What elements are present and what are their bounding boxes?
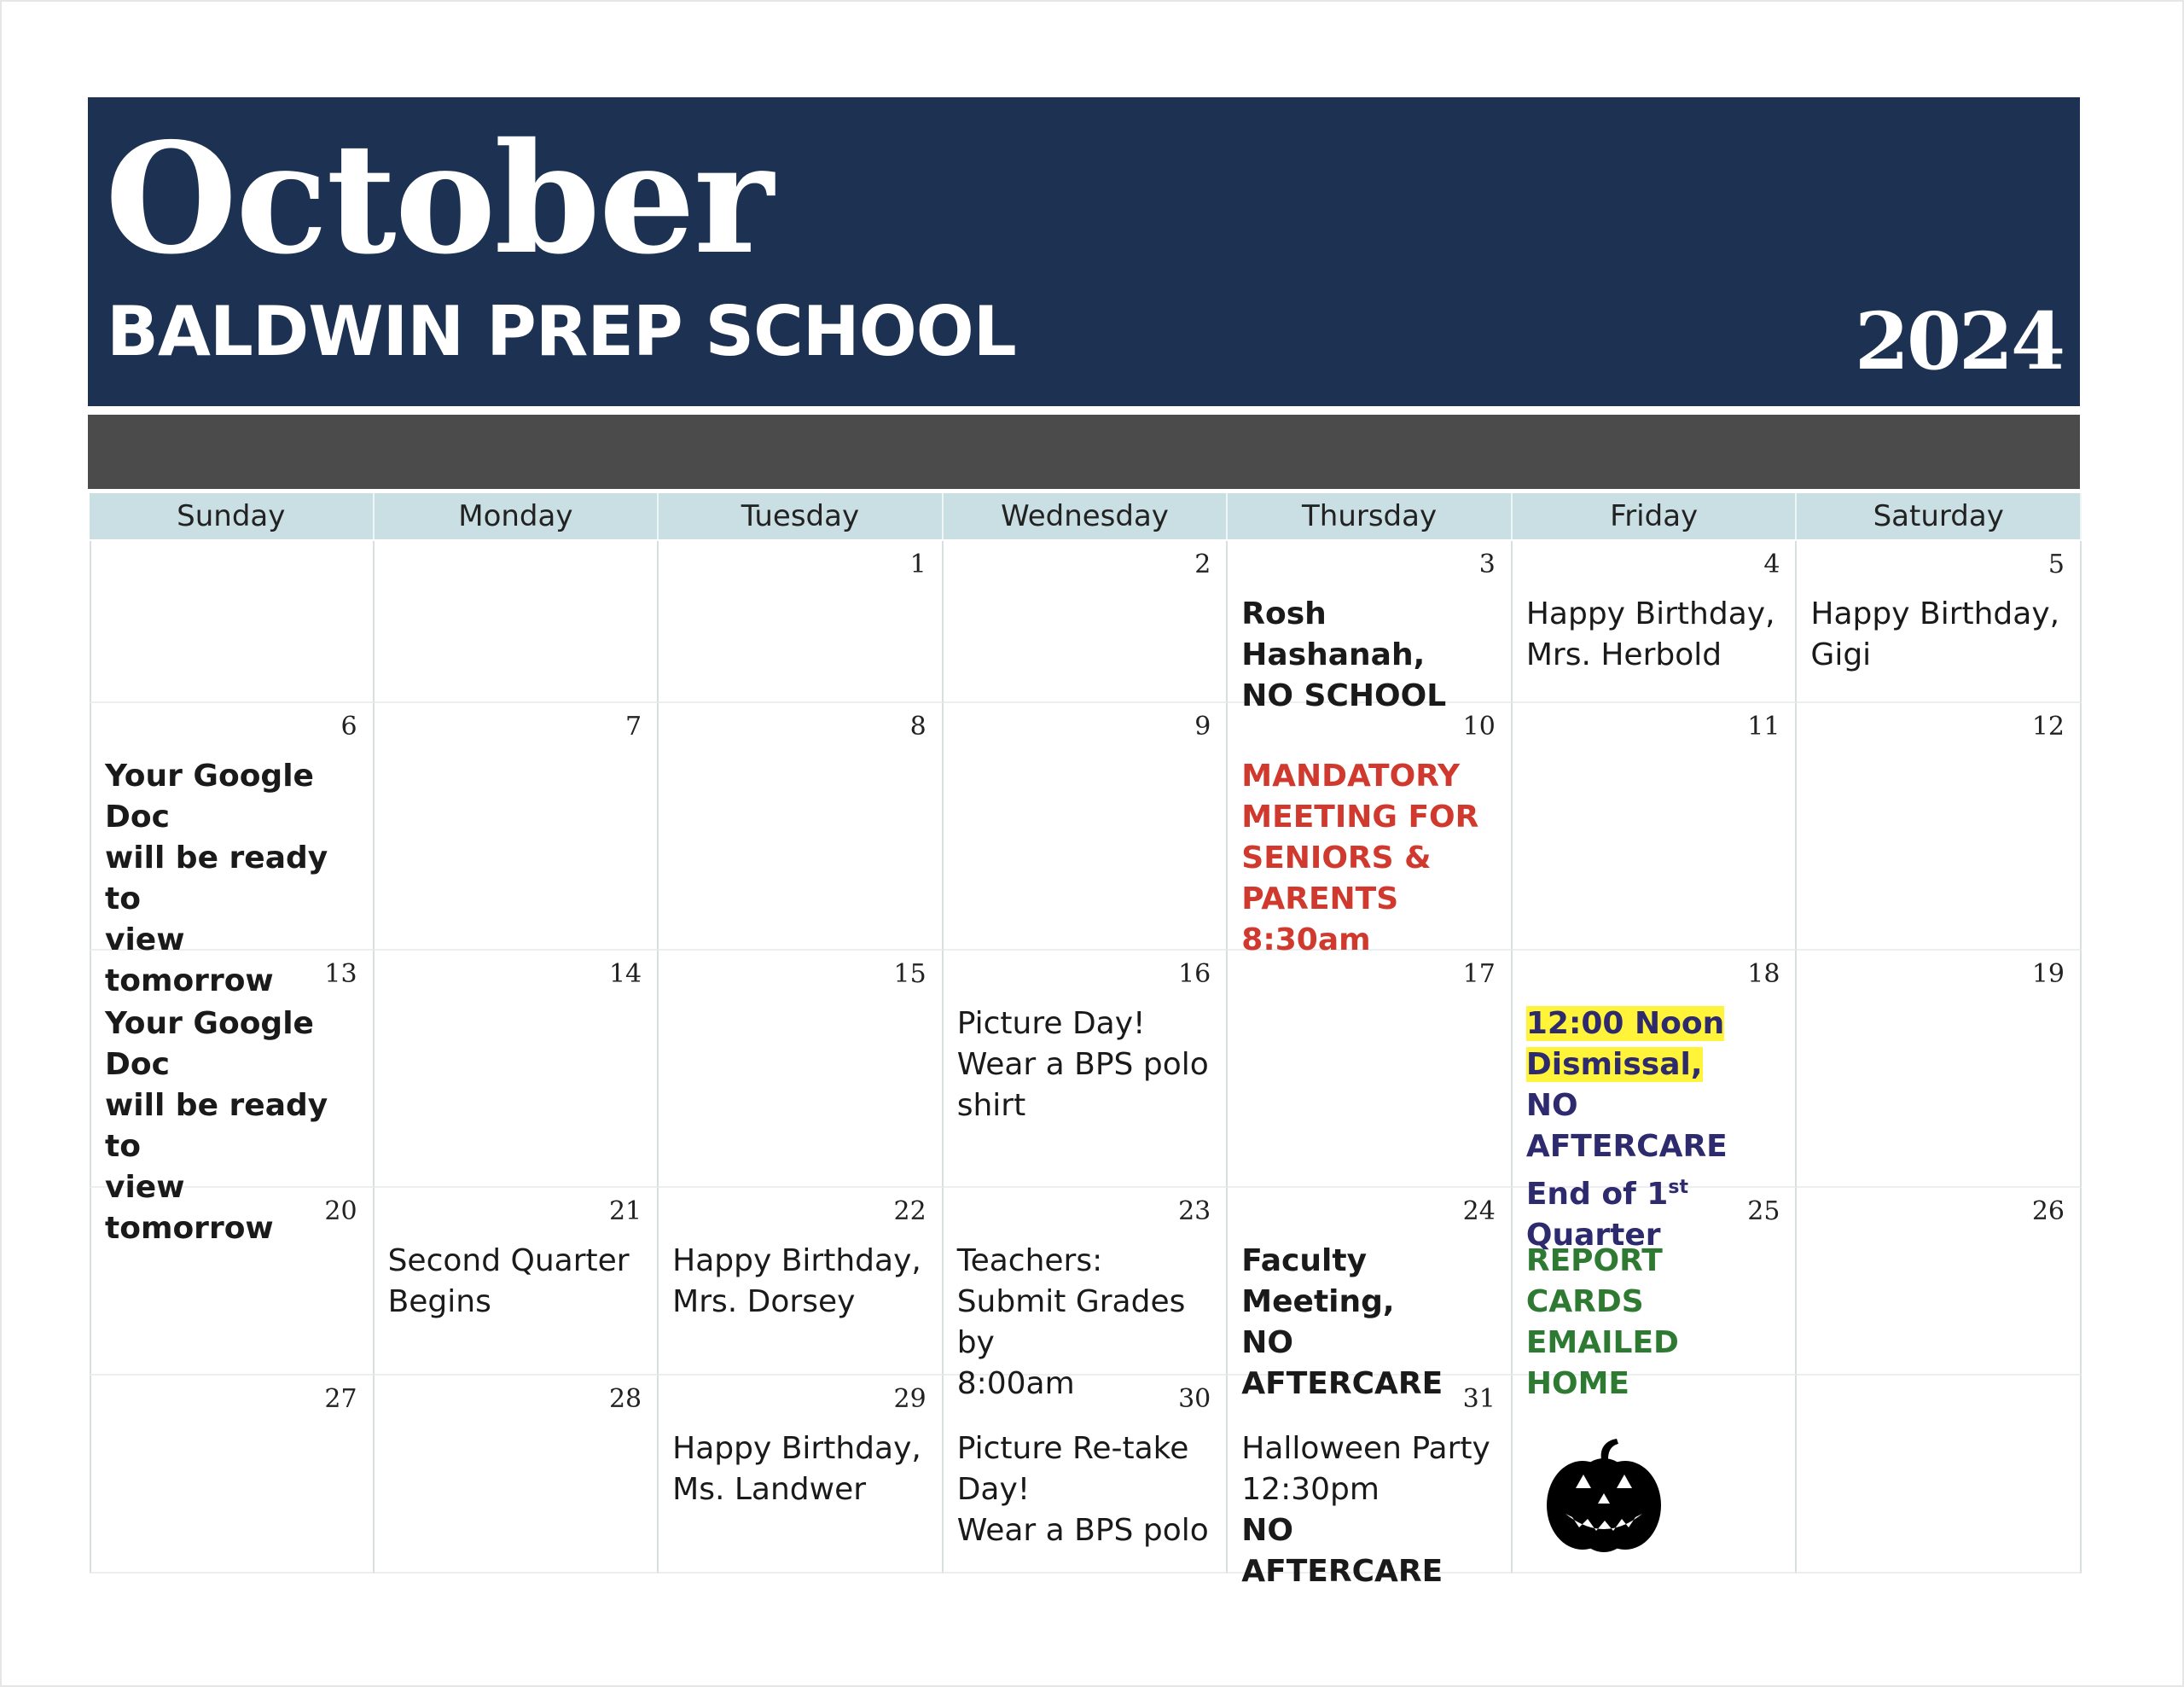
day-cell-31 xyxy=(1228,1376,1513,1589)
event-line: Gigi xyxy=(1810,637,1872,672)
day-cell-20 xyxy=(90,1188,375,1376)
day-number: 19 xyxy=(2031,959,2065,989)
weekday-saturday: Saturday xyxy=(1797,493,2082,539)
day-cell-21 xyxy=(375,1188,659,1376)
event-line: Your Google Doc xyxy=(105,759,314,835)
day-number: 29 xyxy=(893,1384,926,1414)
event-line: Second Quarter xyxy=(387,1243,630,1278)
event-text xyxy=(957,1003,1211,1126)
day-number: 17 xyxy=(1462,959,1496,989)
event-line: Halloween Party xyxy=(1241,1431,1490,1466)
event-line: Teachers: xyxy=(956,1243,1103,1278)
day-cell-3 xyxy=(1228,541,1513,713)
day-cell-25 xyxy=(1513,1188,1798,1401)
day-cell-14 xyxy=(375,951,659,1188)
day-cell-27 xyxy=(90,1376,375,1574)
day-cell-2 xyxy=(944,541,1228,703)
day-number: 28 xyxy=(608,1384,642,1414)
day-cell-8 xyxy=(659,703,944,951)
event-text xyxy=(672,1428,926,1510)
event-text xyxy=(1526,594,1780,676)
event-line: Dismissal, xyxy=(1525,1047,1703,1082)
event-line: will be ready to xyxy=(105,1088,328,1164)
event-line: Your Google Doc xyxy=(105,1006,314,1082)
event-line: Submit Grades by xyxy=(956,1284,1186,1360)
event-text xyxy=(1241,756,1496,961)
day-number: 16 xyxy=(1178,959,1211,989)
day-cell-empty xyxy=(1513,1376,1798,1574)
day-number: 8 xyxy=(909,712,926,742)
day-number: 6 xyxy=(340,712,357,742)
event-line: NO AFTERCARE xyxy=(1241,1513,1443,1589)
day-cell-28 xyxy=(375,1376,659,1574)
event-text xyxy=(957,1428,1211,1551)
day-cell-12 xyxy=(1797,703,2082,951)
day-number: 11 xyxy=(1747,712,1780,742)
event-line: Wear a BPS polo xyxy=(956,1513,1209,1548)
day-number: 25 xyxy=(1747,1196,1780,1226)
day-cell-10 xyxy=(1228,703,1513,957)
day-cell-9 xyxy=(944,703,1228,951)
weekday-monday: Monday xyxy=(375,493,659,539)
event-text xyxy=(1241,594,1496,717)
event-text-part: Quarter xyxy=(1525,1218,1661,1253)
event-line: EMAILED HOME xyxy=(1525,1325,1679,1401)
event-text xyxy=(1241,1428,1496,1592)
day-number: 9 xyxy=(1194,712,1211,742)
event-line: Rosh Hashanah, xyxy=(1241,596,1426,672)
event-text-part: End of 1 xyxy=(1525,1177,1669,1212)
event-line: view tomorrow xyxy=(105,922,274,998)
event-line: Wear a BPS polo xyxy=(956,1047,1209,1082)
event-line: SENIORS & xyxy=(1241,841,1432,875)
event-line: 12:30pm xyxy=(1241,1472,1380,1507)
event-line: Happy Birthday, xyxy=(672,1431,921,1466)
day-number: 22 xyxy=(893,1196,926,1226)
event-line: NO AFTERCARE xyxy=(1241,1325,1443,1401)
calendar-grid xyxy=(90,541,2082,1589)
day-number: 24 xyxy=(1462,1196,1496,1226)
event-line: Happy Birthday, xyxy=(1810,596,2060,631)
event-line: view tomorrow xyxy=(105,1170,274,1246)
weekday-friday: Friday xyxy=(1513,493,1798,539)
day-number: 14 xyxy=(608,959,642,989)
school-name: BALDWIN PREP SCHOOL xyxy=(107,292,1016,371)
day-number: 23 xyxy=(1178,1196,1211,1226)
event-line: Happy Birthday, xyxy=(672,1243,921,1278)
day-number: 20 xyxy=(324,1196,357,1226)
event-line: will be ready to xyxy=(105,841,328,916)
day-cell-17 xyxy=(1228,951,1513,1188)
event-line: 8:00am xyxy=(956,1366,1075,1401)
weekday-wednesday: Wednesday xyxy=(944,493,1228,539)
day-cell-1 xyxy=(659,541,944,703)
day-number: 2 xyxy=(1194,550,1211,579)
day-cell-29 xyxy=(659,1376,944,1574)
event-line: Mrs. Dorsey xyxy=(672,1284,856,1319)
day-cell-19 xyxy=(1797,951,2082,1188)
ordinal-suffix: st xyxy=(1668,1177,1688,1198)
day-number: 5 xyxy=(2048,550,2065,579)
event-line: shirt xyxy=(956,1088,1026,1123)
event-line: Ms. Landwer xyxy=(672,1472,867,1507)
header-divider-bar xyxy=(88,415,2080,489)
day-number: 10 xyxy=(1462,712,1496,742)
calendar-header xyxy=(88,97,2080,406)
event-line: 8:30am xyxy=(1241,922,1371,957)
day-number: 3 xyxy=(1478,550,1496,579)
event-line: REPORT CARDS xyxy=(1525,1243,1663,1319)
day-number: 31 xyxy=(1462,1384,1496,1414)
jack-o-lantern-icon xyxy=(1540,1435,1668,1555)
event-line: Mrs. Herbold xyxy=(1525,637,1722,672)
day-cell-empty xyxy=(375,541,659,703)
weekday-thursday: Thursday xyxy=(1228,493,1513,539)
day-number: 12 xyxy=(2031,712,2065,742)
day-cell-7 xyxy=(375,703,659,951)
event-text xyxy=(1810,594,2065,676)
day-number: 26 xyxy=(2031,1196,2065,1226)
weekday-tuesday: Tuesday xyxy=(659,493,944,539)
event-line: Happy Birthday, xyxy=(1525,596,1775,631)
event-text xyxy=(672,1241,926,1323)
day-number: 21 xyxy=(608,1196,642,1226)
event-line: Begins xyxy=(387,1284,491,1319)
day-number: 27 xyxy=(324,1384,357,1414)
day-number: 30 xyxy=(1178,1384,1211,1414)
day-number: 15 xyxy=(893,959,926,989)
day-number: 18 xyxy=(1747,959,1780,989)
day-cell-empty xyxy=(90,541,375,703)
event-line: NO AFTERCARE xyxy=(1525,1088,1728,1164)
event-line: MANDATORY xyxy=(1241,759,1461,794)
day-cell-empty xyxy=(1797,1376,2082,1574)
day-cell-22 xyxy=(659,1188,944,1376)
day-cell-16 xyxy=(944,951,1228,1188)
event-line: Day! xyxy=(956,1472,1031,1507)
month-title: October xyxy=(105,109,772,288)
event-line: Picture Day! xyxy=(956,1006,1146,1041)
day-cell-11 xyxy=(1513,703,1798,951)
weekday-header-row xyxy=(90,493,2082,539)
event-line: NO SCHOOL xyxy=(1241,678,1447,713)
day-cell-4 xyxy=(1513,541,1798,703)
event-line: 12:00 Noon xyxy=(1525,1006,1725,1041)
day-cell-26 xyxy=(1797,1188,2082,1376)
day-number: 13 xyxy=(324,959,357,989)
day-cell-30 xyxy=(944,1376,1228,1574)
year-label: 2024 xyxy=(1854,295,2063,387)
day-cell-5 xyxy=(1797,541,2082,703)
event-line: Picture Re-take xyxy=(956,1431,1189,1466)
event-line: MEETING FOR xyxy=(1241,800,1479,835)
day-number: 7 xyxy=(625,712,642,742)
day-number: 1 xyxy=(909,550,926,579)
event-line: Faculty Meeting, xyxy=(1241,1243,1395,1319)
weekday-sunday: Sunday xyxy=(90,493,375,539)
event-text xyxy=(388,1241,642,1323)
day-cell-15 xyxy=(659,951,944,1188)
day-number: 4 xyxy=(1763,550,1780,579)
event-line: PARENTS xyxy=(1241,881,1399,916)
